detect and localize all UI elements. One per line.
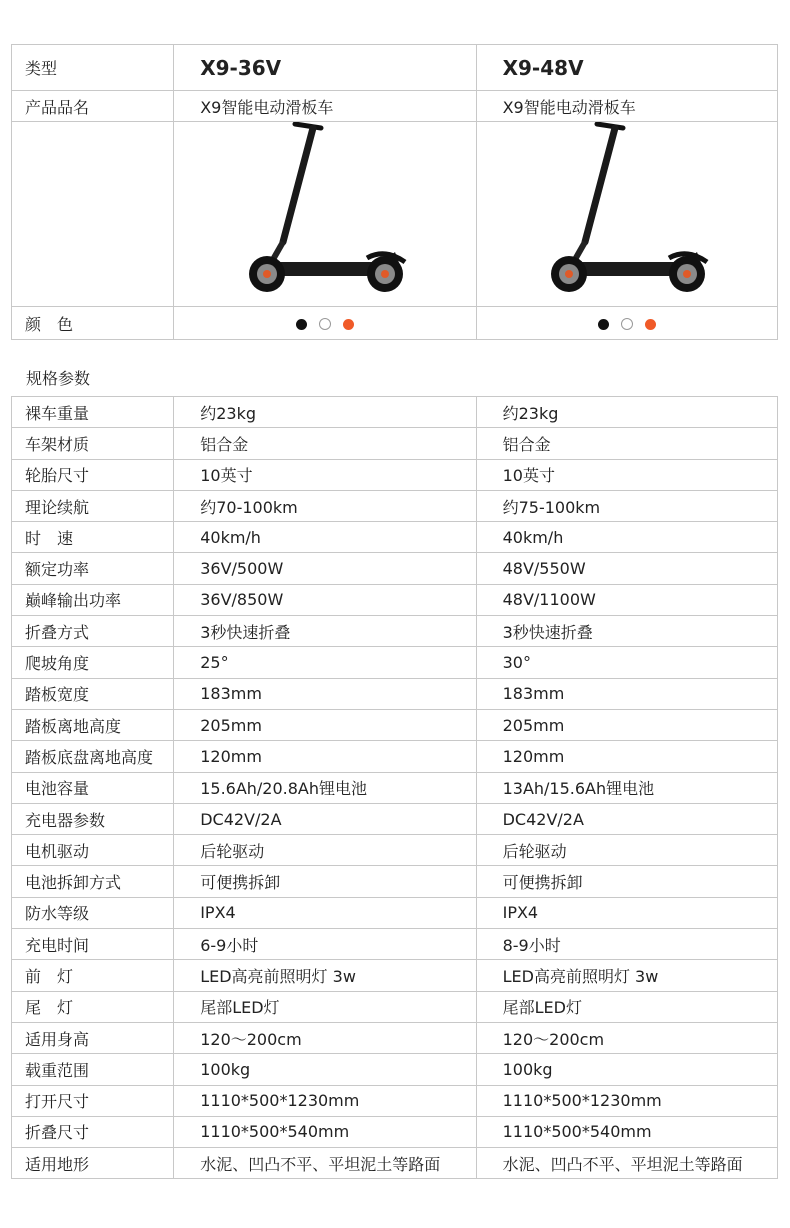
spec-label: 踏板底盘离地高度: [12, 741, 174, 772]
spec-label: 打开尺寸: [12, 1085, 174, 1116]
product-name-2: X9智能电动滑板车: [476, 91, 777, 122]
color-swatch-orange[interactable]: [343, 319, 354, 330]
spec-label: 折叠方式: [12, 616, 174, 647]
spec-value-x9-36v: IPX4: [174, 897, 476, 928]
spec-row: [12, 616, 778, 647]
spec-row: [12, 866, 778, 897]
spec-row: [12, 929, 778, 960]
color-swatch-black[interactable]: [598, 319, 609, 330]
spec-value-x9-48v: 后轮驱动: [476, 835, 777, 866]
color-swatches-2: [476, 307, 777, 340]
spec-label: 轮胎尺寸: [12, 459, 174, 490]
spec-value-x9-36v: 120～200cm: [174, 1022, 476, 1053]
spec-value-x9-36v: DC42V/2A: [174, 803, 476, 834]
product-image-row: [12, 122, 778, 307]
spec-value-x9-48v: 13Ah/15.6Ah锂电池: [476, 772, 777, 803]
spec-row: [12, 1022, 778, 1053]
spec-value-x9-36v: 15.6Ah/20.8Ah锂电池: [174, 772, 476, 803]
spec-value-x9-36v: 铝合金: [174, 428, 476, 459]
color-swatch-white[interactable]: [621, 318, 633, 330]
spec-value-x9-48v: 可便携拆卸: [476, 866, 777, 897]
spec-value-x9-48v: 1110*500*1230mm: [476, 1085, 777, 1116]
color-row: [12, 307, 778, 340]
color-swatches-1: [174, 307, 476, 340]
spec-value-x9-36v: 205mm: [174, 709, 476, 740]
spec-value-x9-36v: 1110*500*540mm: [174, 1116, 476, 1147]
scooter-icon: [537, 122, 717, 302]
section-title: 规格参数: [26, 369, 91, 388]
spec-value-x9-48v: 约75-100km: [476, 490, 777, 521]
model-name-2: X9-48V: [476, 45, 777, 91]
spec-row: [12, 490, 778, 521]
spec-value-x9-48v: 205mm: [476, 709, 777, 740]
spec-label: 电池拆卸方式: [12, 866, 174, 897]
spec-label: 电机驱动: [12, 835, 174, 866]
spec-value-x9-36v: 120mm: [174, 741, 476, 772]
scooter-image-2: [476, 122, 777, 307]
spec-label: 额定功率: [12, 553, 174, 584]
color-label: 颜 色: [12, 307, 174, 340]
spec-label: 巅峰输出功率: [12, 584, 174, 615]
spec-label: 尾 灯: [12, 991, 174, 1022]
scooter-icon: [235, 122, 415, 302]
spec-value-x9-36v: 1110*500*1230mm: [174, 1085, 476, 1116]
spec-row: [12, 991, 778, 1022]
spec-value-x9-48v: 120～200cm: [476, 1022, 777, 1053]
spec-table: [11, 396, 778, 1179]
spec-row: [12, 803, 778, 834]
spec-value-x9-36v: 约70-100km: [174, 490, 476, 521]
spec-label: 折叠尺寸: [12, 1116, 174, 1147]
spec-value-x9-36v: 可便携拆卸: [174, 866, 476, 897]
product-overview-table: [11, 44, 778, 340]
spec-row: [12, 1148, 778, 1179]
spec-row: [12, 397, 778, 428]
spec-label: 适用地形: [12, 1148, 174, 1179]
spec-value-x9-36v: 36V/500W: [174, 553, 476, 584]
image-label-empty: [12, 122, 174, 307]
spec-row: [12, 772, 778, 803]
color-swatch-orange[interactable]: [645, 319, 656, 330]
spec-label: 防水等级: [12, 897, 174, 928]
spec-value-x9-48v: LED高亮前照明灯 3w: [476, 960, 777, 991]
spec-row: [12, 678, 778, 709]
spec-value-x9-36v: 约23kg: [174, 397, 476, 428]
spec-value-x9-48v: 1110*500*540mm: [476, 1116, 777, 1147]
spec-value-x9-48v: 120mm: [476, 741, 777, 772]
color-swatch-white[interactable]: [319, 318, 331, 330]
spec-row: [12, 741, 778, 772]
spec-row: [12, 835, 778, 866]
product-name-row: [12, 91, 778, 122]
spec-value-x9-48v: IPX4: [476, 897, 777, 928]
spec-row: [12, 709, 778, 740]
spec-row: [12, 897, 778, 928]
spec-value-x9-36v: 10英寸: [174, 459, 476, 490]
spec-row: [12, 1085, 778, 1116]
spec-label: 理论续航: [12, 490, 174, 521]
spec-value-x9-36v: 40km/h: [174, 522, 476, 553]
spec-value-x9-36v: 尾部LED灯: [174, 991, 476, 1022]
type-label: 类型: [12, 45, 174, 91]
spec-value-x9-48v: 约23kg: [476, 397, 777, 428]
spec-value-x9-36v: 36V/850W: [174, 584, 476, 615]
spec-label: 踏板宽度: [12, 678, 174, 709]
spec-row: [12, 584, 778, 615]
product-name-1: X9智能电动滑板车: [174, 91, 476, 122]
spec-label: 裸车重量: [12, 397, 174, 428]
spec-value-x9-48v: 8-9小时: [476, 929, 777, 960]
product-name-label: 产品品名: [12, 91, 174, 122]
spec-value-x9-36v: 25°: [174, 647, 476, 678]
spec-value-x9-48v: 30°: [476, 647, 777, 678]
spec-row: [12, 459, 778, 490]
spec-value-x9-48v: 10英寸: [476, 459, 777, 490]
spec-label: 前 灯: [12, 960, 174, 991]
scooter-image-1: [174, 122, 476, 307]
spec-value-x9-36v: 100kg: [174, 1054, 476, 1085]
model-name-1: X9-36V: [174, 45, 476, 91]
model-header-row: [12, 45, 778, 91]
spec-value-x9-48v: 水泥、凹凸不平、平坦泥土等路面: [476, 1148, 777, 1179]
spec-row: [12, 522, 778, 553]
spec-row: [12, 428, 778, 459]
spec-label: 充电器参数: [12, 803, 174, 834]
spec-row: [12, 647, 778, 678]
spec-value-x9-48v: 3秒快速折叠: [476, 616, 777, 647]
spec-label: 载重范围: [12, 1054, 174, 1085]
spec-label: 充电时间: [12, 929, 174, 960]
spec-value-x9-36v: 3秒快速折叠: [174, 616, 476, 647]
color-swatch-black[interactable]: [296, 319, 307, 330]
spec-value-x9-36v: LED高亮前照明灯 3w: [174, 960, 476, 991]
spec-row: [12, 1116, 778, 1147]
spec-value-x9-48v: 40km/h: [476, 522, 777, 553]
spec-row: [12, 960, 778, 991]
spec-value-x9-48v: 48V/1100W: [476, 584, 777, 615]
spec-value-x9-48v: 183mm: [476, 678, 777, 709]
spec-label: 电池容量: [12, 772, 174, 803]
spec-value-x9-36v: 6-9小时: [174, 929, 476, 960]
spec-value-x9-48v: DC42V/2A: [476, 803, 777, 834]
spec-value-x9-48v: 100kg: [476, 1054, 777, 1085]
spec-value-x9-36v: 水泥、凹凸不平、平坦泥土等路面: [174, 1148, 476, 1179]
spec-row: [12, 1054, 778, 1085]
spec-label: 爬坡角度: [12, 647, 174, 678]
spec-value-x9-48v: 铝合金: [476, 428, 777, 459]
spec-label: 车架材质: [12, 428, 174, 459]
spec-value-x9-48v: 48V/550W: [476, 553, 777, 584]
spec-value-x9-36v: 后轮驱动: [174, 835, 476, 866]
spec-value-x9-36v: 183mm: [174, 678, 476, 709]
spec-row: [12, 553, 778, 584]
spec-label: 踏板离地高度: [12, 709, 174, 740]
spec-label: 适用身高: [12, 1022, 174, 1053]
spec-value-x9-48v: 尾部LED灯: [476, 991, 777, 1022]
spec-label: 时 速: [12, 522, 174, 553]
